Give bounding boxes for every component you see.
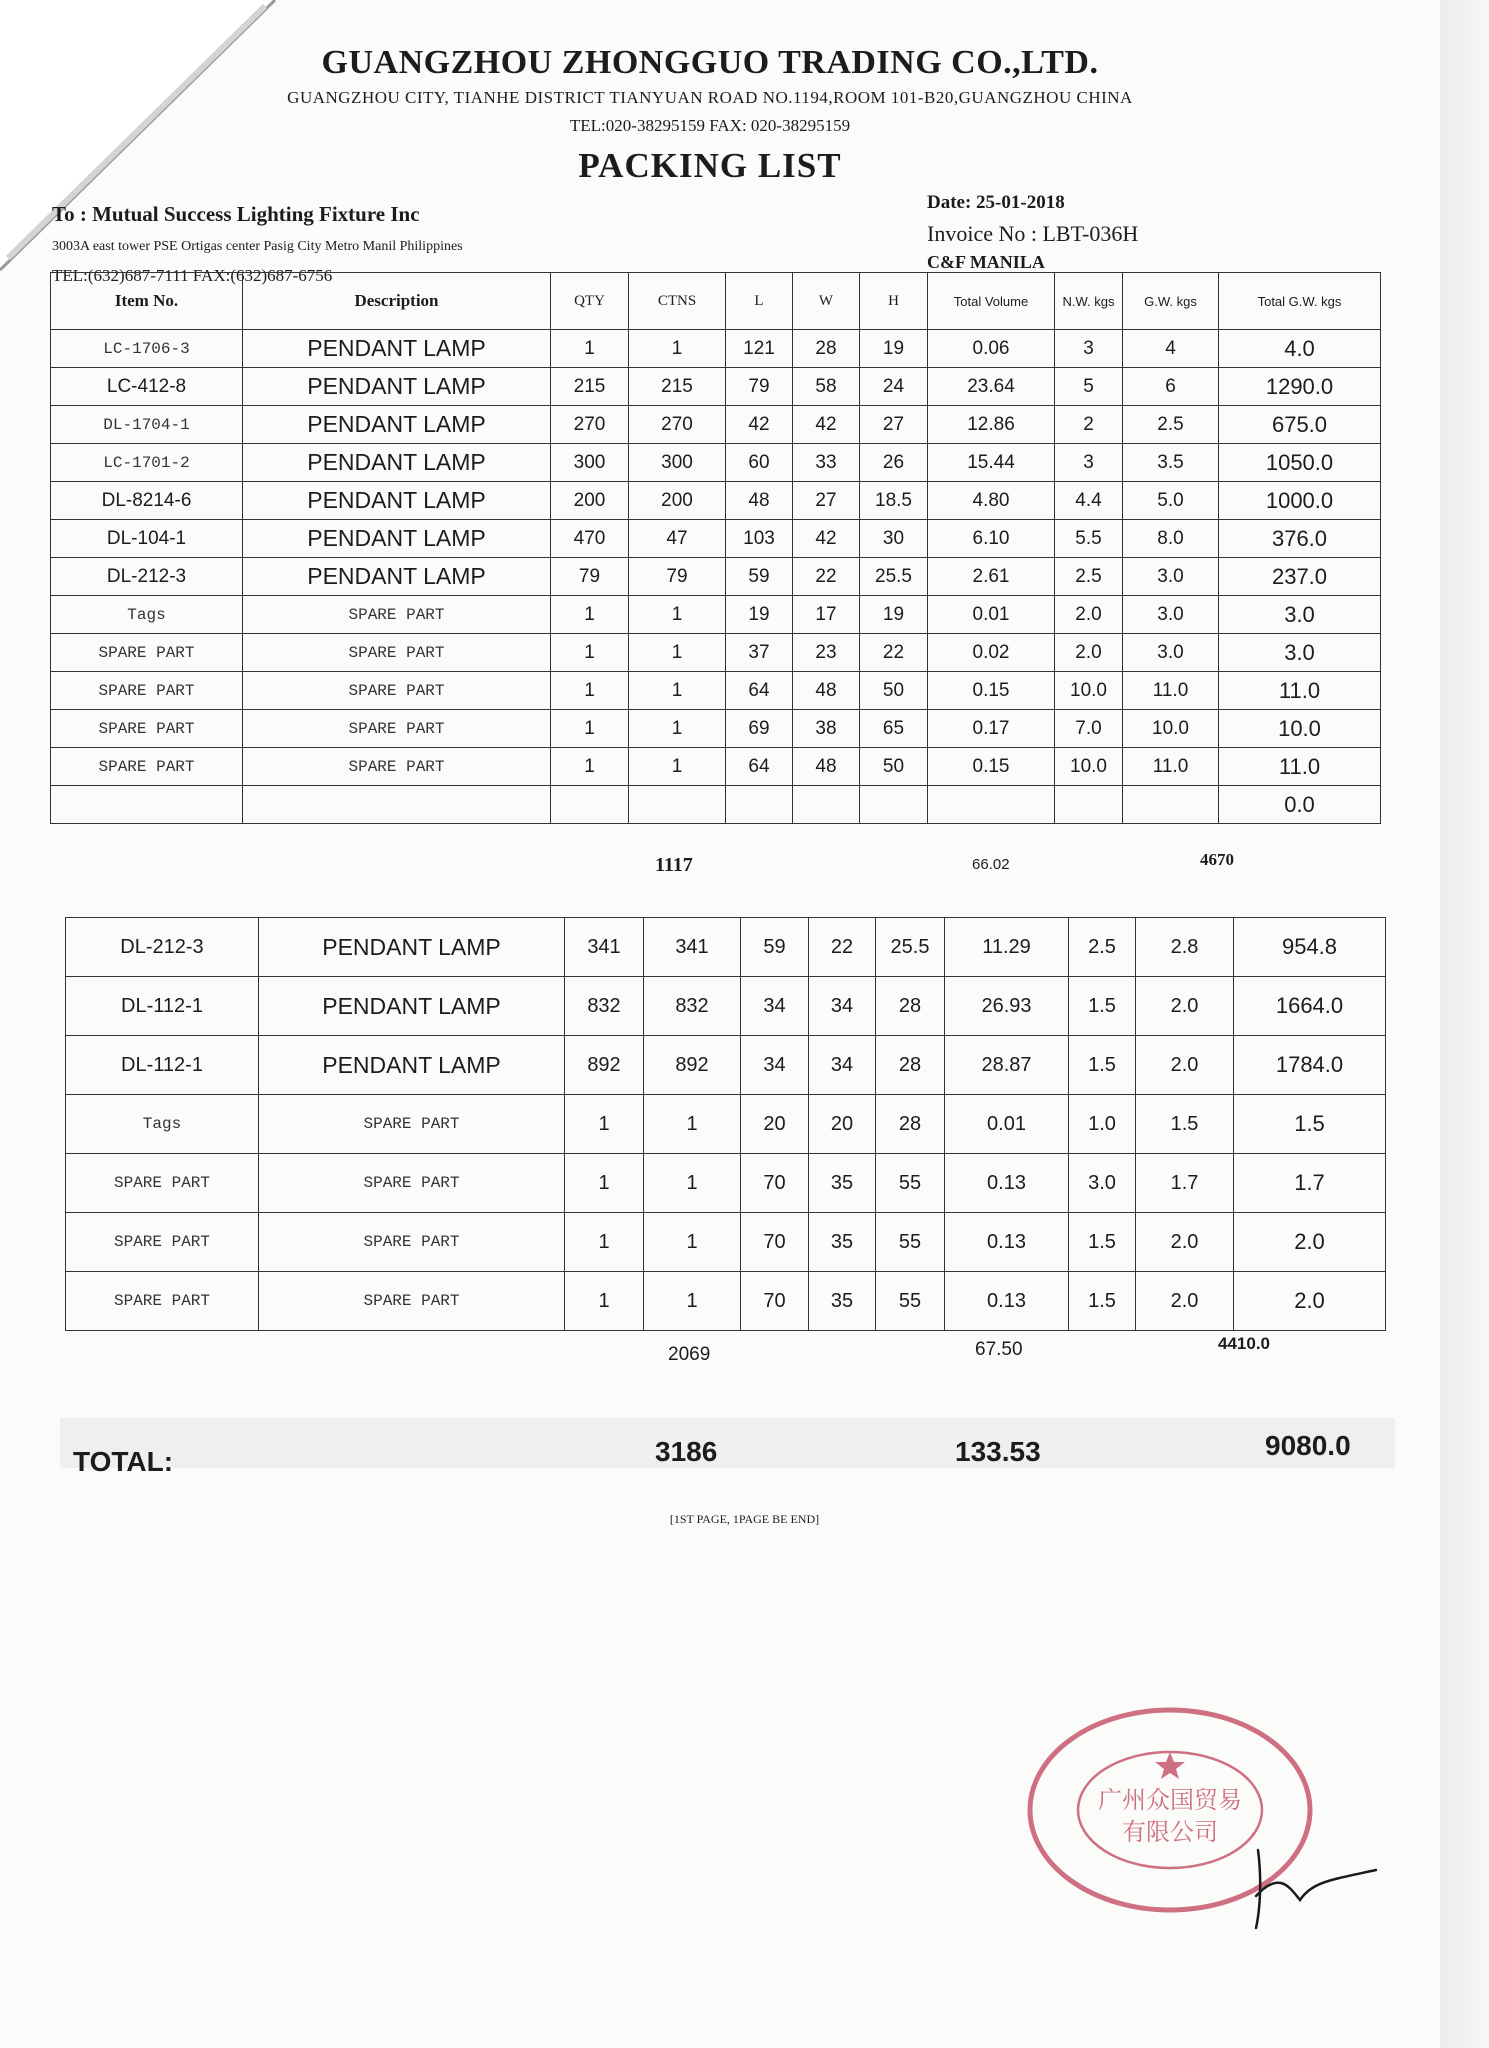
cell-length: 121 [726,330,793,368]
cell-total-gross-weight: 1290.0 [1219,368,1381,406]
cell-item-no: SPARE PART [66,1272,259,1331]
cell-height: 25.5 [876,918,945,977]
cell-width: 22 [809,918,876,977]
cell-item-no: LC-412-8 [51,368,243,406]
table-row [51,596,1381,634]
cell-item-no: LC-1701-2 [51,444,243,482]
cell-height: 25.5 [860,558,928,596]
cell-volume: 0.17 [928,710,1055,748]
table-row [51,634,1381,672]
company-address: GUANGZHOU CITY, TIANHE DISTRICT TIANYUAN ROAD NO.1194,ROOM 101-B20,GUANGZHOU CHINA [287,88,1133,107]
cell-height: 65 [860,710,928,748]
cell-qty: 1 [551,330,629,368]
cell-item-no: Tags [66,1095,259,1154]
cell-description: SPARE PART [243,710,551,748]
cell-description: SPARE PART [243,634,551,672]
cell-item-no: SPARE PART [51,710,243,748]
cell-height: 55 [876,1272,945,1331]
cell-net-weight: 3.0 [1069,1154,1136,1213]
table-header-row [51,273,1381,330]
cell-net-weight: 1.5 [1069,1213,1136,1272]
cell-net-weight: 2.0 [1055,596,1123,634]
cell-length: 59 [741,918,809,977]
cell-ctns: 1 [644,1154,741,1213]
cell-width: 48 [793,748,860,786]
cell-ctns: 1 [629,672,726,710]
cell-width: 28 [793,330,860,368]
cell-qty: 1 [551,672,629,710]
cell-qty: 892 [565,1036,644,1095]
cell-volume: 0.06 [928,330,1055,368]
cell-ctns: 1 [629,330,726,368]
subtotal-1-volume: 66.02 [972,856,1010,873]
cell-height: 50 [860,672,928,710]
cell-net-weight: 7.0 [1055,710,1123,748]
cell-gross-weight: 3.5 [1123,444,1219,482]
cell-height: 22 [860,634,928,672]
cell-volume: 6.10 [928,520,1055,558]
consignee-tel-fax: TEL:(632)687-7111 FAX:(632)687-6756 [52,266,333,285]
total-band [60,1418,1395,1468]
cell-net-weight [1055,786,1123,824]
packing-table-2 [65,917,1386,1331]
cell-width: 35 [809,1154,876,1213]
cell-width: 42 [793,520,860,558]
cell-total-gross-weight: 954.8 [1234,918,1386,977]
cell-item-no: SPARE PART [51,672,243,710]
cell-total-gross-weight: 1.7 [1234,1154,1386,1213]
cell-width: 42 [793,406,860,444]
cell-length: 70 [741,1213,809,1272]
cell-length: 48 [726,482,793,520]
cell-volume: 15.44 [928,444,1055,482]
subtotal-2-ctns: 2069 [668,1344,711,1365]
col-width: W [793,273,860,330]
cell-net-weight: 1.5 [1069,977,1136,1036]
cell-volume: 0.13 [945,1272,1069,1331]
cell-item-no: SPARE PART [51,634,243,672]
subtotal-1-gross-weight: 4670 [1200,850,1234,869]
cell-height: 28 [876,1095,945,1154]
cell-qty: 1 [565,1272,644,1331]
folded-corner [0,0,280,280]
subtotal-2-gross-weight: 4410.0 [1218,1334,1270,1353]
cell-gross-weight: 3.0 [1123,596,1219,634]
cell-item-no: Tags [51,596,243,634]
cell-net-weight: 1.0 [1069,1095,1136,1154]
cell-item-no [51,786,243,824]
cell-qty: 79 [551,558,629,596]
table-row [51,672,1381,710]
cell-item-no: DL-8214-6 [51,482,243,520]
cell-width: 58 [793,368,860,406]
cell-qty: 300 [551,444,629,482]
cell-total-gross-weight: 0.0 [1219,786,1381,824]
cell-gross-weight: 2.0 [1136,977,1234,1036]
cell-qty: 1 [551,710,629,748]
cell-net-weight: 1.5 [1069,1272,1136,1331]
cell-item-no: DL-104-1 [51,520,243,558]
cell-volume: 0.01 [945,1095,1069,1154]
cell-ctns: 200 [629,482,726,520]
cell-length: 64 [726,748,793,786]
table-row [51,406,1381,444]
cell-description: PENDANT LAMP [259,918,565,977]
cell-height: 19 [860,596,928,634]
cell-net-weight: 5 [1055,368,1123,406]
cell-width [793,786,860,824]
cell-gross-weight: 5.0 [1123,482,1219,520]
cell-description: SPARE PART [259,1154,565,1213]
cell-net-weight: 2.0 [1055,634,1123,672]
table-row [51,368,1381,406]
cell-item-no: LC-1706-3 [51,330,243,368]
cell-description: SPARE PART [243,748,551,786]
cell-ctns [629,786,726,824]
subtotal-1-ctns: 1117 [655,854,693,876]
cell-length: 60 [726,444,793,482]
total-ctns: 3186 [655,1436,718,1467]
col-total-gross-weight: Total G.W. kgs [1219,273,1381,330]
table-row [51,558,1381,596]
cell-ctns: 47 [629,520,726,558]
cell-height: 18.5 [860,482,928,520]
table-row [66,1272,1386,1331]
cell-gross-weight: 2.0 [1136,1036,1234,1095]
cell-width: 38 [793,710,860,748]
cell-net-weight: 10.0 [1055,672,1123,710]
cell-total-gross-weight: 10.0 [1219,710,1381,748]
col-item-no: Item No. [51,273,243,330]
cell-gross-weight [1123,786,1219,824]
cell-item-no: SPARE PART [66,1154,259,1213]
cell-total-gross-weight: 1000.0 [1219,482,1381,520]
cell-gross-weight: 3.0 [1123,558,1219,596]
cell-width: 35 [809,1213,876,1272]
col-ctns: CTNS [629,273,726,330]
cell-length: 42 [726,406,793,444]
cell-total-gross-weight: 2.0 [1234,1213,1386,1272]
cell-qty: 1 [551,748,629,786]
table-row [51,330,1381,368]
cell-item-no: DL-1704-1 [51,406,243,444]
svg-text:广州众国贸易: 广州众国贸易 [1098,1786,1242,1814]
cell-volume: 0.13 [945,1213,1069,1272]
total-volume: 133.53 [955,1436,1041,1467]
cell-length: 70 [741,1154,809,1213]
cell-qty: 215 [551,368,629,406]
cell-net-weight: 4.4 [1055,482,1123,520]
cell-volume: 0.02 [928,634,1055,672]
cell-gross-weight: 4 [1123,330,1219,368]
cell-height [860,786,928,824]
cell-qty: 1 [565,1095,644,1154]
cell-description: SPARE PART [243,672,551,710]
cell-width: 22 [793,558,860,596]
page-end-note: [1ST PAGE, 1PAGE BE END] [669,1512,820,1526]
cell-gross-weight: 6 [1123,368,1219,406]
cell-height: 55 [876,1213,945,1272]
total-gross-weight: 9080.0 [1265,1430,1351,1461]
cell-length: 19 [726,596,793,634]
cell-description: PENDANT LAMP [243,368,551,406]
cell-net-weight: 10.0 [1055,748,1123,786]
cell-net-weight: 1.5 [1069,1036,1136,1095]
consignee-name: To : Mutual Success Lighting Fixture Inc [52,202,420,226]
cell-description [243,786,551,824]
cell-width: 23 [793,634,860,672]
cell-gross-weight: 1.7 [1136,1154,1234,1213]
company-name: GUANGZHOU ZHONGGUO TRADING CO.,LTD. [321,44,1099,81]
cell-total-gross-weight: 1050.0 [1219,444,1381,482]
cell-net-weight: 5.5 [1055,520,1123,558]
table-row [51,710,1381,748]
cell-ctns: 1 [644,1213,741,1272]
table-row [51,786,1381,824]
cell-description: SPARE PART [259,1213,565,1272]
cell-height: 26 [860,444,928,482]
cell-width: 35 [809,1272,876,1331]
cell-qty: 470 [551,520,629,558]
cell-height: 28 [876,977,945,1036]
cell-net-weight: 2.5 [1069,918,1136,977]
cell-width: 17 [793,596,860,634]
cell-ctns: 832 [644,977,741,1036]
cell-volume: 23.64 [928,368,1055,406]
cell-net-weight: 3 [1055,330,1123,368]
cell-total-gross-weight: 1664.0 [1234,977,1386,1036]
table-row [66,1095,1386,1154]
subtotal-2-volume: 67.50 [975,1339,1023,1360]
company-tel-fax: TEL:020-38295159 FAX: 020-38295159 [569,116,851,135]
cell-gross-weight: 8.0 [1123,520,1219,558]
cell-ctns: 1 [629,596,726,634]
table-row [66,1036,1386,1095]
cell-width: 20 [809,1095,876,1154]
cell-ctns: 215 [629,368,726,406]
cell-width: 33 [793,444,860,482]
cell-volume: 4.80 [928,482,1055,520]
col-gross-weight: G.W. kgs [1123,273,1219,330]
scan-edge [1440,0,1489,2048]
cell-ctns: 270 [629,406,726,444]
cell-gross-weight: 11.0 [1123,672,1219,710]
cell-total-gross-weight: 3.0 [1219,596,1381,634]
table-row [66,1154,1386,1213]
cell-gross-weight: 1.5 [1136,1095,1234,1154]
cell-ctns: 1 [644,1095,741,1154]
consignee-address: 3003A east tower PSE Ortigas center Pasig City Metro Manil Philippines [52,239,463,254]
col-height: H [860,273,928,330]
cell-volume: 11.29 [945,918,1069,977]
document-date: Date: 25-01-2018 [927,192,1065,213]
cell-total-gross-weight: 4.0 [1219,330,1381,368]
invoice-number: Invoice No : LBT-036H [927,221,1139,246]
signature [1240,1840,1380,1930]
cell-description: PENDANT LAMP [243,482,551,520]
cell-length: 59 [726,558,793,596]
cell-item-no: DL-112-1 [66,977,259,1036]
cell-width: 34 [809,1036,876,1095]
cell-ctns: 341 [644,918,741,977]
cell-width: 27 [793,482,860,520]
cell-net-weight: 3 [1055,444,1123,482]
cell-description: SPARE PART [243,596,551,634]
cell-length: 69 [726,710,793,748]
table-row [66,1213,1386,1272]
cell-gross-weight: 2.0 [1136,1213,1234,1272]
cell-description: PENDANT LAMP [243,520,551,558]
cell-height: 19 [860,330,928,368]
cell-qty: 1 [551,596,629,634]
cell-total-gross-weight: 2.0 [1234,1272,1386,1331]
cell-item-no: DL-212-3 [66,918,259,977]
cell-volume: 12.86 [928,406,1055,444]
cell-description: PENDANT LAMP [243,558,551,596]
cell-length: 34 [741,1036,809,1095]
col-total-volume: Total Volume [928,273,1055,330]
cell-height: 30 [860,520,928,558]
cell-description: SPARE PART [259,1095,565,1154]
cell-gross-weight: 10.0 [1123,710,1219,748]
total-label: TOTAL: [73,1446,174,1477]
cell-ctns: 79 [629,558,726,596]
cell-total-gross-weight: 11.0 [1219,748,1381,786]
shipping-terms: C&F MANILA [927,252,1045,272]
cell-description: PENDANT LAMP [259,1036,565,1095]
col-length: L [726,273,793,330]
cell-total-gross-weight: 3.0 [1219,634,1381,672]
cell-gross-weight: 2.0 [1136,1272,1234,1331]
cell-qty: 341 [565,918,644,977]
cell-description: PENDANT LAMP [259,977,565,1036]
cell-net-weight: 2.5 [1055,558,1123,596]
table-row [66,977,1386,1036]
cell-total-gross-weight: 376.0 [1219,520,1381,558]
cell-description: PENDANT LAMP [243,330,551,368]
cell-volume: 0.13 [945,1154,1069,1213]
cell-gross-weight: 3.0 [1123,634,1219,672]
cell-length: 20 [741,1095,809,1154]
cell-qty: 832 [565,977,644,1036]
table-row [66,918,1386,977]
cell-total-gross-weight: 11.0 [1219,672,1381,710]
cell-qty: 270 [551,406,629,444]
cell-gross-weight: 11.0 [1123,748,1219,786]
cell-total-gross-weight: 1784.0 [1234,1036,1386,1095]
cell-length [726,786,793,824]
cell-ctns: 1 [629,634,726,672]
table-row [51,520,1381,558]
cell-height: 50 [860,748,928,786]
cell-qty: 1 [551,634,629,672]
cell-length: 34 [741,977,809,1036]
cell-volume: 0.01 [928,596,1055,634]
cell-net-weight: 2 [1055,406,1123,444]
cell-qty: 200 [551,482,629,520]
cell-qty: 1 [565,1154,644,1213]
cell-length: 103 [726,520,793,558]
cell-length: 70 [741,1272,809,1331]
col-description: Description [243,273,551,330]
table-row [51,748,1381,786]
cell-total-gross-weight: 675.0 [1219,406,1381,444]
cell-height: 28 [876,1036,945,1095]
cell-total-gross-weight: 237.0 [1219,558,1381,596]
cell-volume: 0.15 [928,748,1055,786]
cell-description: SPARE PART [259,1272,565,1331]
cell-ctns: 1 [644,1272,741,1331]
svg-text:有限公司: 有限公司 [1122,1818,1218,1846]
col-qty: QTY [551,273,629,330]
cell-gross-weight: 2.5 [1123,406,1219,444]
cell-height: 27 [860,406,928,444]
cell-description: PENDANT LAMP [243,444,551,482]
col-net-weight: N.W. kgs [1055,273,1123,330]
cell-item-no: DL-112-1 [66,1036,259,1095]
cell-length: 64 [726,672,793,710]
table-row [51,444,1381,482]
cell-qty [551,786,629,824]
cell-item-no: SPARE PART [51,748,243,786]
cell-gross-weight: 2.8 [1136,918,1234,977]
cell-total-gross-weight: 1.5 [1234,1095,1386,1154]
cell-length: 79 [726,368,793,406]
cell-height: 24 [860,368,928,406]
cell-ctns: 1 [629,748,726,786]
cell-qty: 1 [565,1213,644,1272]
cell-volume [928,786,1055,824]
cell-width: 48 [793,672,860,710]
cell-volume: 0.15 [928,672,1055,710]
cell-width: 34 [809,977,876,1036]
cell-ctns: 300 [629,444,726,482]
document-title: PACKING LIST [578,146,842,185]
packing-table-1 [50,272,1381,824]
cell-volume: 26.93 [945,977,1069,1036]
cell-height: 55 [876,1154,945,1213]
cell-length: 37 [726,634,793,672]
table-row [51,482,1381,520]
cell-ctns: 892 [644,1036,741,1095]
cell-ctns: 1 [629,710,726,748]
cell-volume: 28.87 [945,1036,1069,1095]
cell-description: PENDANT LAMP [243,406,551,444]
cell-volume: 2.61 [928,558,1055,596]
cell-item-no: DL-212-3 [51,558,243,596]
cell-item-no: SPARE PART [66,1213,259,1272]
